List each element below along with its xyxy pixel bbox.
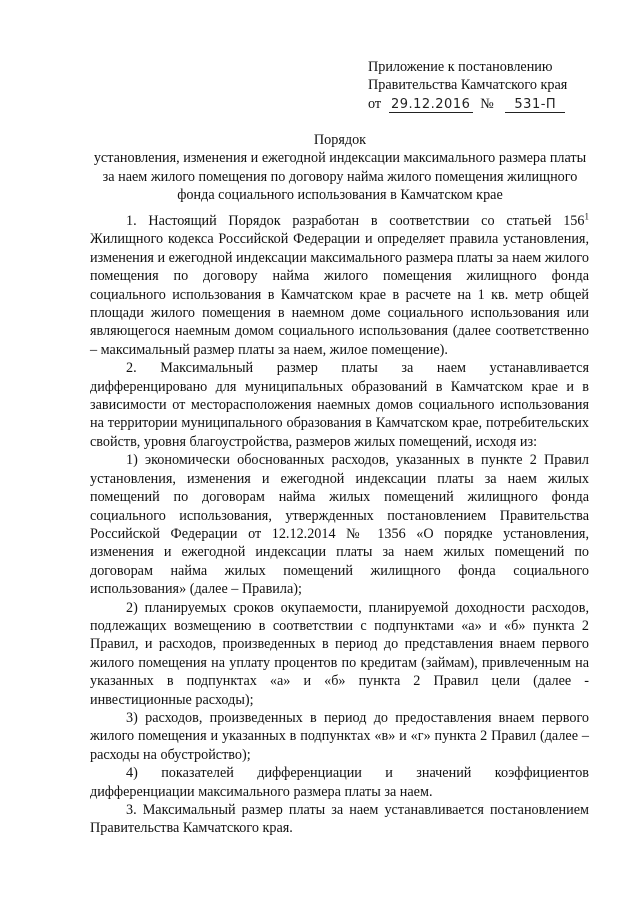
paragraph-1-text-a: 1. Настоящий Порядок разработан в соответствии со статьей 156 (126, 213, 585, 229)
appendix-line-1: Приложение к постановлению (368, 59, 553, 75)
paragraph-3: 3. Максимальный размер платы за наем устанавливается постановлением Правительства Камчатского края. (90, 802, 589, 837)
document-body (90, 212, 589, 838)
paragraph-2-item-2: 2) планируемых сроков окупаемости, планируемой доходности расходов, подлежащих возмещению в соответствии с подпунктами «а» и «б» пункта 2 Правил, и расходов, произведенных в период до представления внаем первого жилого помещения на уплату процентов по кредитам (займам), привлеченным на указанных в подпунктах «а» и «б» пункта 2 Правил цели (далее - инвестиционные расходы); (90, 599, 589, 708)
paragraph-2-item-3: 3) расходов, произведенных в период до предоставления внаем первого жилого помещения и указанных в подпунктах «в» и «г» пункта 2 Правил (далее – расходы на обустройство); (90, 709, 589, 763)
paragraph-1 (90, 212, 589, 359)
paragraph-2: 2. Максимальный размер платы за наем устанавливается дифференцировано для муниципальных образований в Камчатском крае и в зависимости от месторасположения наемных домов социального использования на территории муниципального образования в Камчатском крае, потребительских свойств, уровня благоустройства, размеров жилых помещений, исходя из: (90, 360, 589, 450)
number-sign: № (480, 95, 494, 112)
appendix-header (368, 58, 618, 113)
handwritten-date: 29.12.2016 (389, 98, 473, 113)
article-superscript: 1 (584, 211, 589, 222)
appendix-line-3 (368, 95, 618, 113)
document-title (90, 131, 590, 205)
from-label: от (368, 95, 382, 112)
title-main: Порядок (313, 132, 367, 148)
appendix-line-2: Правительства Камчатского края (368, 77, 568, 94)
paragraph-1-text-b: Жилищного кодекса Российской Федерации и определяет правила установления, изменения и ежегодной индексации максимального размера платы за наем жилого помещения по договору найма жилого помещения жилищного фонда социального использования в Камчатском крае в расчете на 1 кв. метр общей площади жилого помещения в наемном доме социального использования или являющегося наемным домом социального использования (далее соответственно – максимальный размер платы за наем, жилое помещение). (90, 231, 589, 358)
title-subtitle: установления, изменения и ежегодной индексации максимального размера платы за наем жилого помещения по договору найма жилого помещения жилищного фонда социального использования в Камчатском крае (93, 150, 587, 204)
handwritten-number: 531-П (505, 98, 565, 113)
paragraph-2-item-4: 4) показателей дифференциации и значений коэффициентов дифференциации максимального размера платы за наем. (90, 765, 589, 800)
paragraph-2-item-1: 1) экономически обоснованных расходов, указанных в пункте 2 Правил установления, изменения и ежегодной индексации платы за наем жилых помещений по договорам найма жилых помещений жилищного фонда социального использования, утвержденных постановлением Правительства Российской Федерации от 12.12.2014 № 1356 «О порядке установления, изменения и ежегодной индексации платы за наем жилых помещений по договорам найма жилых помещений жилищного фонда социального использования» (далее – Правила); (90, 452, 589, 598)
